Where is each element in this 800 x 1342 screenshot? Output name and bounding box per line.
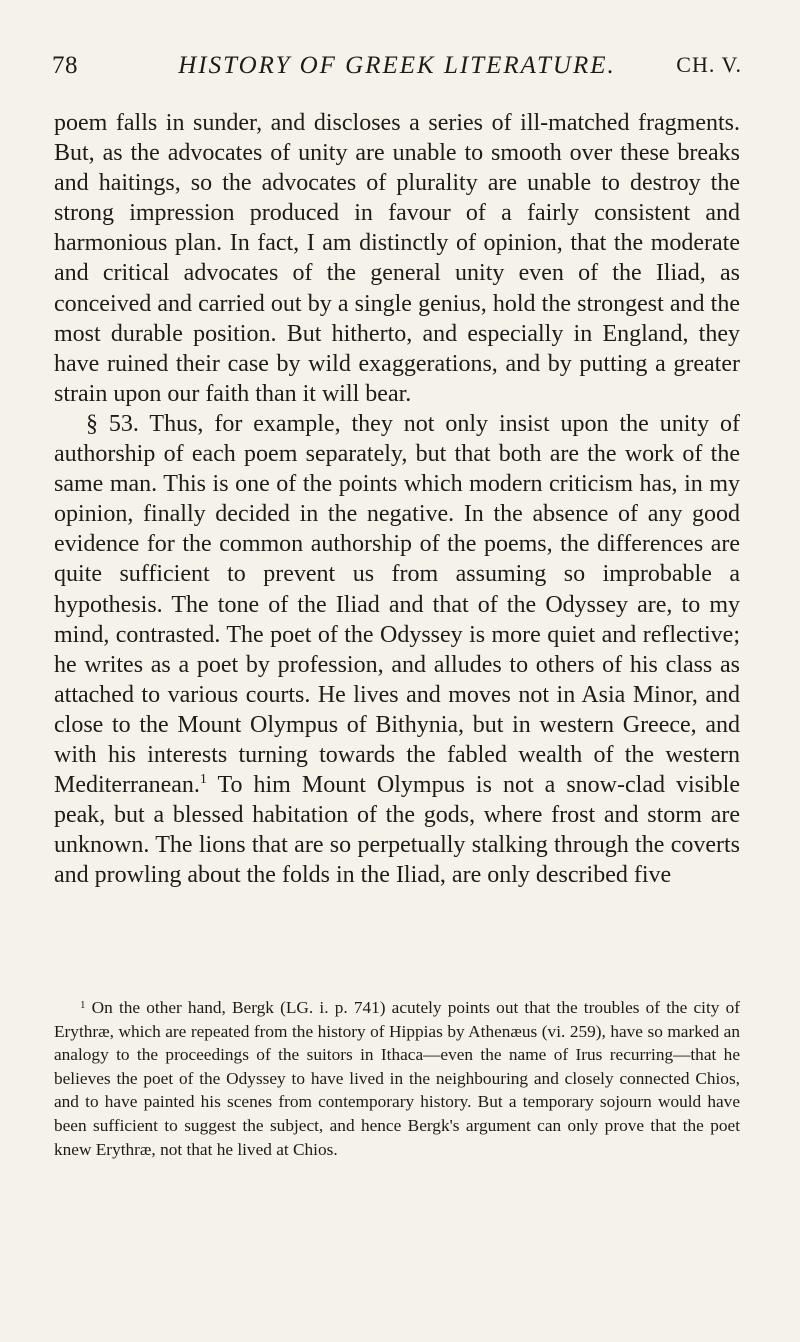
chapter-label: CH. V. (676, 52, 742, 77)
paragraph-1: poem falls in sunder, and discloses a series of ill-matched fragments. But, as the advocates of unity are unable to smooth over these breaks and haitings, so the advocates of plurality are unable to destroy the strong impression produced in favour of a fairly consistent and harmonious plan. In fact, I am distinctly of opinion, that the moderate and critical advocates of the general unity even of the Iliad, as conceived and carried out by a single genius, hold the strongest and the most durable position. But hitherto, and especially in England, they have ruined their case by wild exaggerations, and by putting a greater strain upon our faith than it will bear. (54, 110, 740, 407)
body-text (54, 108, 740, 890)
footnote-reference[interactable]: 1 (199, 772, 207, 788)
running-header (52, 52, 742, 92)
footnote-text: On the other hand, Bergk (LG. i. p. 741) acutely points out that the troubles of the city of Erythræ, which are repeated from the history of Hippias by Athenæus (vi. 259), have so marked an analogy to the proceedings of the suitors in Ithaca—even the name of Irus recurring—that he believes the poet of the Odyssey to have lived in the neighbouring and closely connected Chios, and to have painted his scenes from contemporary history. But a temporary sojourn would have been sufficient to suggest the subject, and hence Bergk's argument can only prove that the poet knew Erythræ, not that he lived at Chios. (54, 998, 740, 1159)
paragraph-2 (54, 409, 740, 891)
footnote (54, 996, 740, 1161)
running-title: HISTORY OF GREEK LITERATURE. (178, 52, 616, 79)
paragraph-2-part-a: § 53. Thus, for example, they not only insist upon the unity of authorship of each poem separately, but that both are the work of the same man. This is one of the points which modern criticism has, in my opinion, finally decided in the negative. In the absence of any good evidence for the common authorship of the poems, the differences are quite sufficient to prevent us from assuming so improbable a hypothesis. The tone of the Iliad and that of the Odyssey are, to my mind, contrasted. The poet of the Odyssey is more quiet and reflective; he writes as a poet by profession, and alludes to others of his class as attached to various courts. He lives and moves not in Asia Minor, and close to the Mount Olympus of Bithynia, but in western Greece, and with his interests turning towards the fabled wealth of the western Mediterranean. (54, 410, 740, 799)
page-number: 78 (52, 52, 78, 79)
footnote-paragraph (54, 996, 740, 1161)
paragraph-2-part-b: To him Mount Olympus is not a snow-clad visible peak, but a blessed habitation of the gods, where frost and storm are unknown. The lions that are so perpetually stalking through the coverts and prowling about the folds in the Iliad, are only described five (54, 772, 740, 889)
footnote-marker: 1 (80, 999, 86, 1011)
